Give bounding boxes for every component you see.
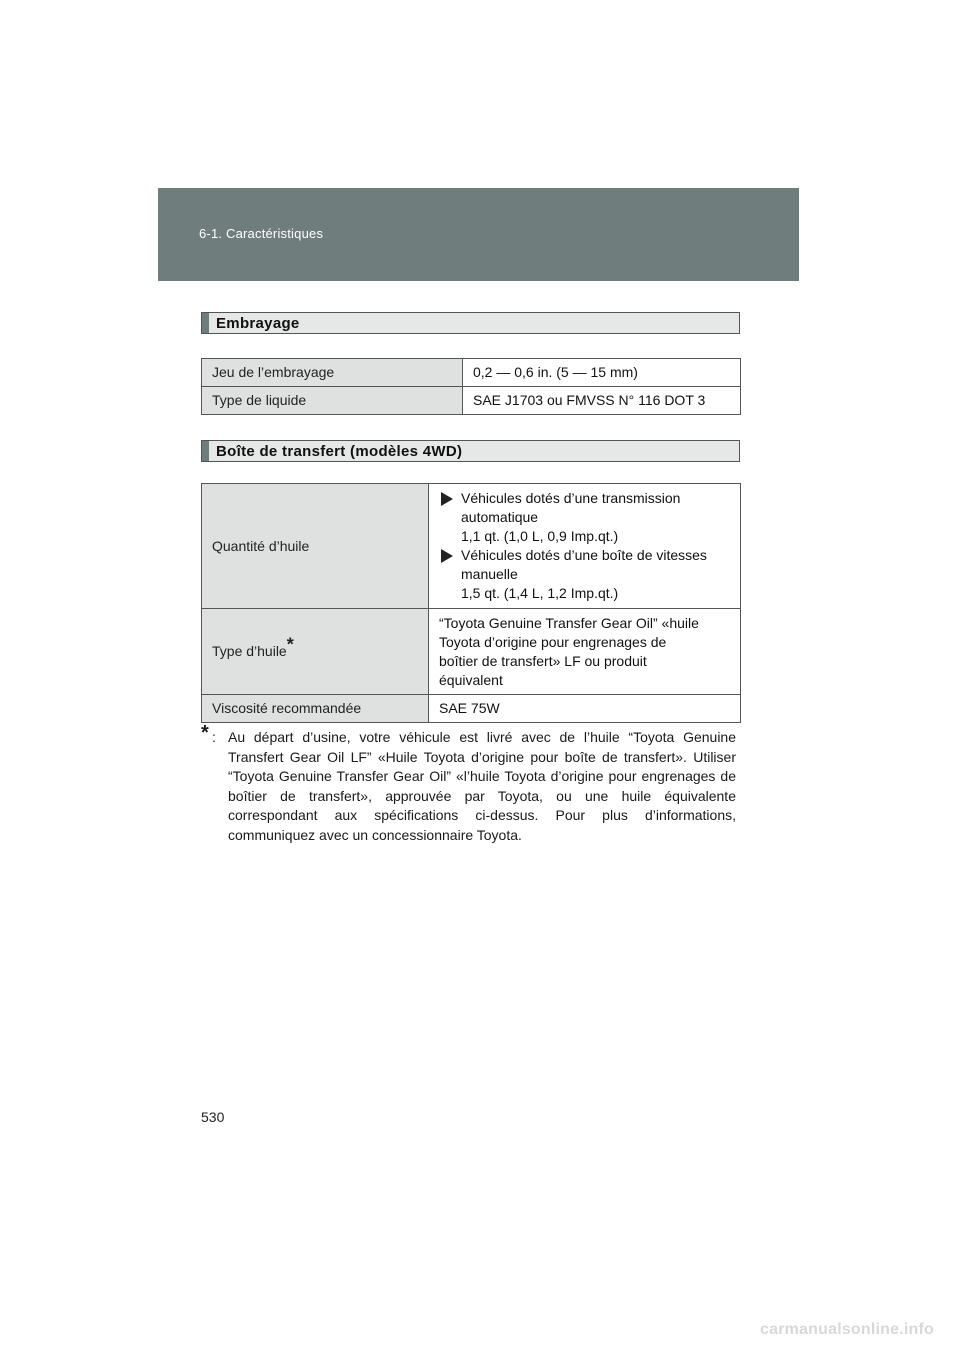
embrayage-section-title [201,312,740,334]
table-row [202,609,741,695]
section-header-band [158,188,799,281]
footnote-star: * [286,634,294,655]
row-label: Jeu de l’embrayage [202,359,463,387]
embrayage-title-text: Embrayage [216,315,300,332]
row-value: “Toyota Genuine Transfer Gear Oil” «huile Toyota d’origine pour engrenages de boîtier de transfert» LF ou produit équivalent [429,609,741,695]
footnote-star: * [201,722,209,744]
footnote [201,722,736,845]
list-item: Véhicules dotés d’une transmission automatique 1,1 qt. (1,0 L, 0,9 Imp.qt.) [439,489,730,546]
row-value [429,484,741,609]
transfert-title-text: Boîte de transfert (modèles 4WD) [216,443,463,460]
table-row [202,387,741,415]
section-breadcrumb: 6-1. Caractéristiques [199,226,324,241]
row-value: SAE 75W [429,695,741,723]
row-value: SAE J1703 ou FMVSS N° 116 DOT 3 [463,387,741,415]
triangle-bullet-icon [441,549,453,563]
watermark: carmanualsonline.info [760,1321,935,1338]
triangle-bullet-icon [441,492,453,506]
transfert-table [201,483,741,723]
title-accent-bar [202,313,209,333]
footnote-colon: : [212,729,216,745]
table-row [202,359,741,387]
list-item: Véhicules dotés d’une boîte de vitesses manuelle 1,5 qt. (1,4 L, 1,2 Imp.qt.) [439,546,730,603]
footnote-text: Au départ d’usine, votre véhicule est livré avec de l’huile “Toyota Genuine Transfert Gear Oil LF” «Huile Toyota d’origine pour boîte de transfert». Utiliser “Toyota Genuine Transfer Gear Oil” «l’huile Toyota d’origine pour engrenages de boîtier de transfert», approuvée par Toyota, ou une huile équivalente correspondant aux spécifications ci-dessus. Pour plus d’informations, communiquez avec un concessionnaire Toyota. [228,729,736,843]
row-label: Type d’huile* [202,609,429,695]
transfert-section-title [201,440,740,462]
table-row [202,695,741,723]
row-label: Viscosité recommandée [202,695,429,723]
row-label: Type de liquide [202,387,463,415]
title-accent-bar [202,441,209,461]
page-number: 530 [201,1109,225,1125]
table-row [202,484,741,609]
embrayage-table [201,358,741,415]
row-label: Quantité d’huile [202,484,429,609]
row-value: 0,2 — 0,6 in. (5 — 15 mm) [463,359,741,387]
